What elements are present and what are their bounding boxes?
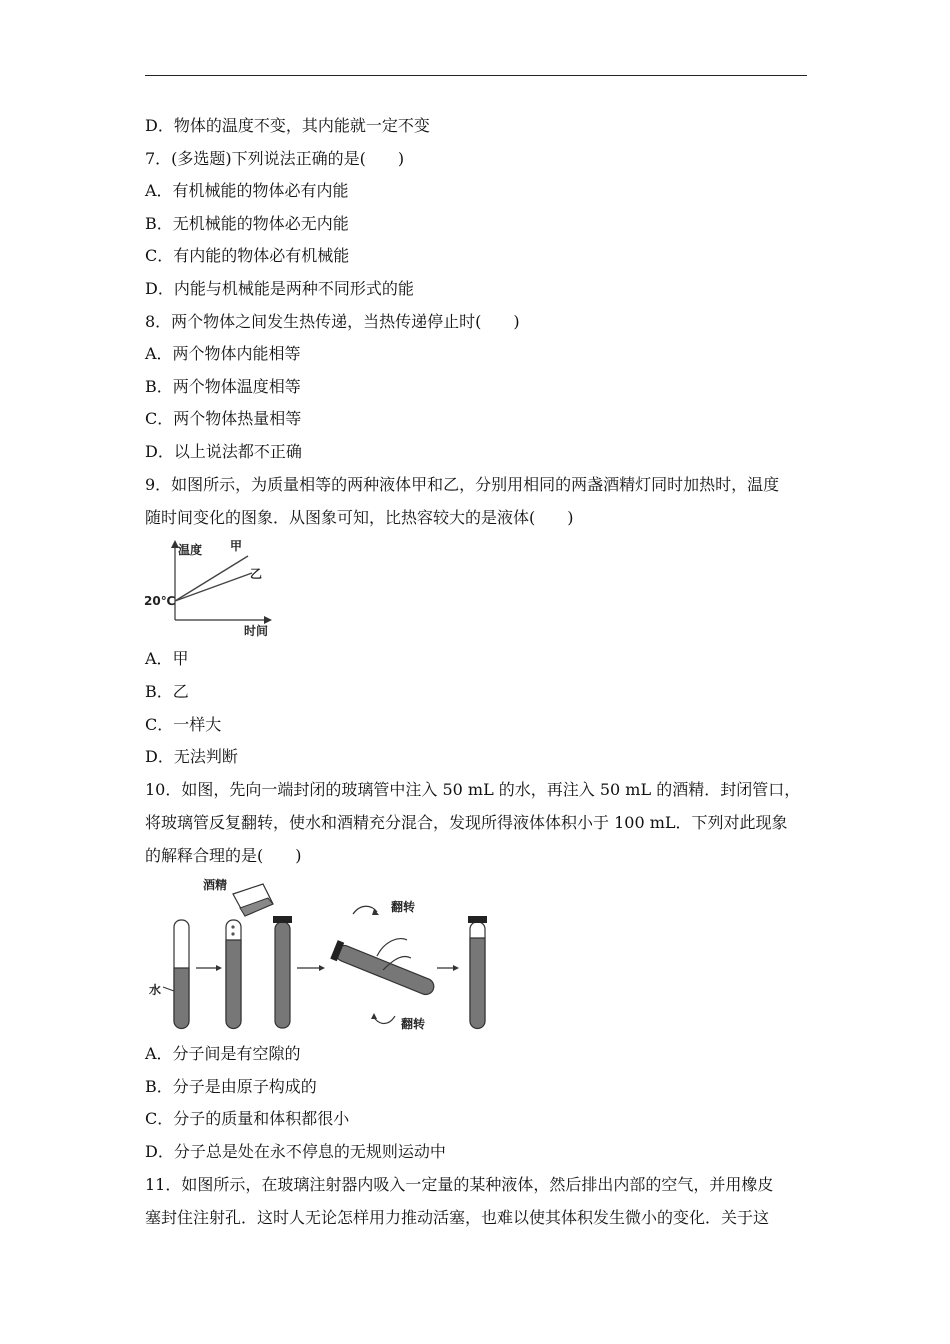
q7-stem: 7．(多选题)下列说法正确的是( ) bbox=[145, 149, 405, 168]
q10-option-b: B．分子是由原子构成的 bbox=[145, 1077, 317, 1096]
q10-option-d: D．分子总是处在永不停息的无规则运动中 bbox=[145, 1142, 446, 1161]
q6-option-d: D．物体的温度不变，其内能就一定不变 bbox=[145, 116, 430, 135]
q7-option-b: B．无机械能的物体必无内能 bbox=[145, 214, 349, 233]
q8-option-c: C．两个物体热量相等 bbox=[145, 409, 302, 428]
stopper bbox=[468, 916, 487, 923]
y-axis-label: 温度 bbox=[178, 543, 203, 557]
q10-tube-mixing-diagram bbox=[145, 870, 495, 1035]
q8-option-b: B．两个物体温度相等 bbox=[145, 377, 301, 396]
origin-temp-label: 20℃ bbox=[144, 594, 176, 608]
arrow-3-head bbox=[453, 965, 459, 971]
q10-stem-line2: 将玻璃管反复翻转，使水和酒精充分混合，发现所得液体体积小于 100 mL．下列对此现象 bbox=[145, 813, 788, 832]
tube-5 bbox=[468, 916, 487, 1029]
alcohol-beaker bbox=[233, 884, 273, 916]
q7-option-c: C．有内能的物体必有机械能 bbox=[145, 246, 350, 265]
tube-1 bbox=[174, 920, 189, 1029]
q11-stem-line2: 塞封住注射孔．这时人无论怎样用力推动活塞，也难以使其体积发生微小的变化．关于这 bbox=[145, 1208, 770, 1227]
q9-option-c: C．一样大 bbox=[145, 715, 222, 734]
q8-stem: 8．两个物体之间发生热传递，当热传递停止时( ) bbox=[145, 312, 520, 331]
arrow-2-head bbox=[319, 965, 325, 971]
q7-option-a: A．有机械能的物体必有内能 bbox=[145, 181, 349, 200]
flip-label-top: 翻转 bbox=[391, 900, 416, 914]
q9-option-d: D．无法判断 bbox=[145, 747, 238, 766]
q10-option-a: A．分子间是有空隙的 bbox=[145, 1044, 301, 1063]
arrow-1-head bbox=[216, 965, 222, 971]
flip-arrow-bottom bbox=[373, 1016, 395, 1024]
x-axis-arrow bbox=[264, 616, 272, 624]
q11-stem-line1: 11．如图所示，在玻璃注射器内吸入一定量的某种液体，然后排出内部的空气，并用橡皮 bbox=[145, 1175, 774, 1194]
q10-option-c: C．分子的质量和体积都很小 bbox=[145, 1109, 350, 1128]
q9-option-a: A．甲 bbox=[145, 649, 189, 668]
q9-option-b: B．乙 bbox=[145, 682, 189, 701]
stopper bbox=[273, 916, 292, 923]
alcohol-label: 酒精 bbox=[203, 878, 228, 892]
line-yi-label: 乙 bbox=[250, 567, 263, 581]
q9-temperature-time-graph bbox=[140, 538, 280, 640]
x-axis-label: 时间 bbox=[244, 624, 269, 638]
q9-stem-line2: 随时间变化的图象．从图象可知，比热容较大的是液体( ) bbox=[145, 508, 574, 527]
tube-2 bbox=[226, 920, 241, 1029]
q9-stem-line1: 9．如图所示，为质量相等的两种液体甲和乙，分别用相同的两盏酒精灯同时加热时，温度 bbox=[145, 475, 780, 494]
line-jia-label: 甲 bbox=[230, 539, 243, 553]
water-label: 水 bbox=[149, 983, 162, 997]
q8-option-a: A．两个物体内能相等 bbox=[145, 344, 301, 363]
q8-option-d: D．以上说法都不正确 bbox=[145, 442, 302, 461]
q7-option-d: D．内能与机械能是两种不同形式的能 bbox=[145, 279, 414, 298]
q10-stem-line3: 的解释合理的是( ) bbox=[145, 846, 302, 865]
tube-3 bbox=[273, 916, 292, 1028]
q10-stem-line1: 10．如图，先向一端封闭的玻璃管中注入 50 mL 的水，再注入 50 mL 的酒精．封闭管口， bbox=[145, 780, 801, 799]
header-rule bbox=[145, 75, 807, 76]
flip-label-bottom: 翻转 bbox=[401, 1017, 426, 1031]
water-pointer bbox=[163, 987, 174, 991]
